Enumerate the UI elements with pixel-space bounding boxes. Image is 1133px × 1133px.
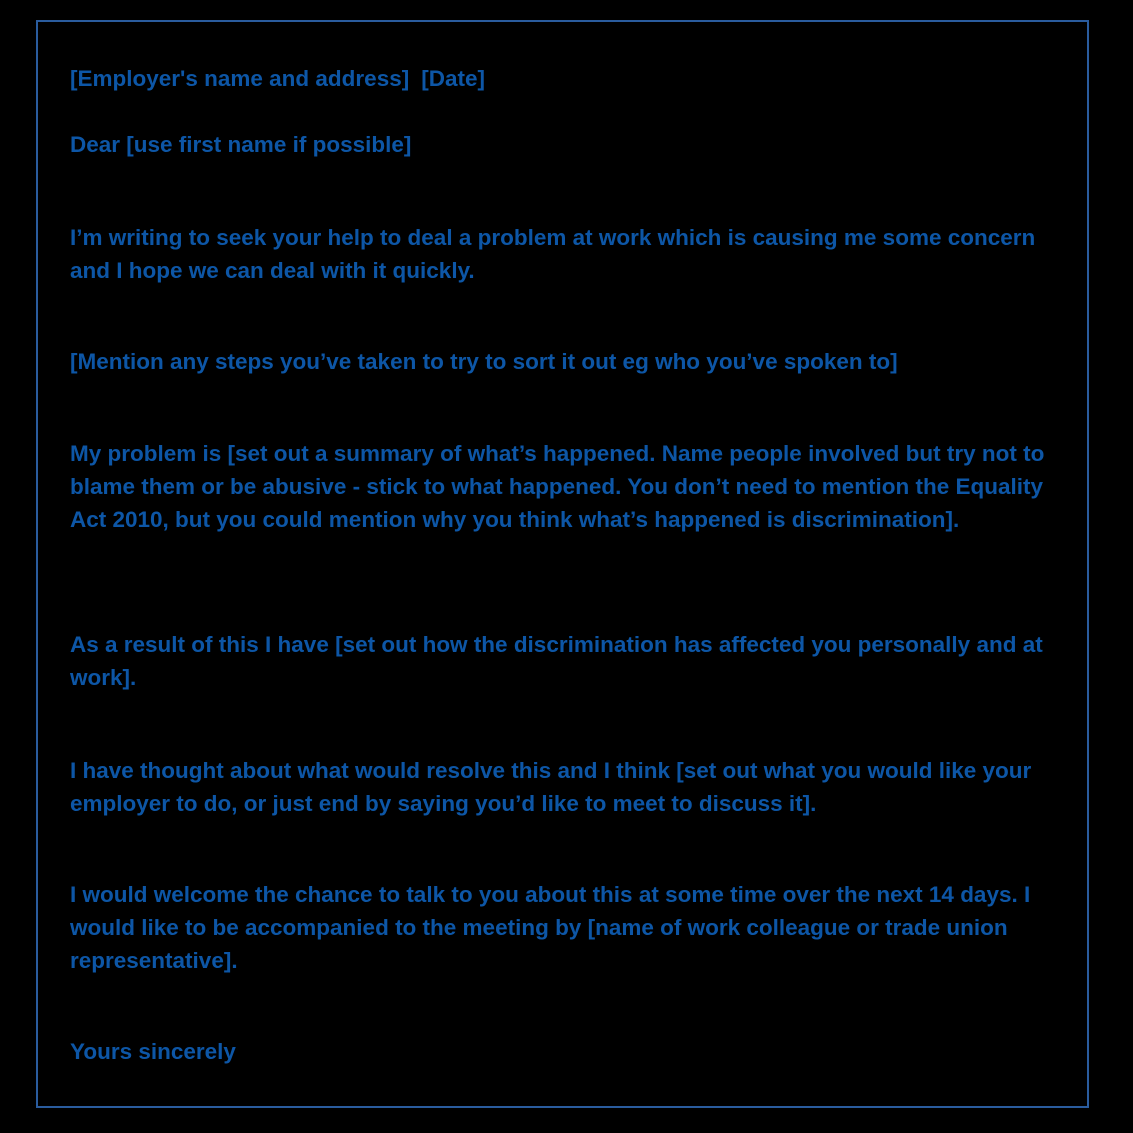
paragraph-steps-taken: [Mention any steps you’ve taken to try to sort it out eg who you’ve spoken to] bbox=[70, 349, 898, 374]
letter-header bbox=[70, 62, 1060, 95]
paragraph-effect: As a result of this I have [set out how the discrimination has affected you personally and at work]. bbox=[70, 632, 1043, 690]
salutation: Dear [use first name if possible] bbox=[70, 132, 412, 157]
date-placeholder: [Date] bbox=[421, 66, 485, 91]
paragraph-meeting-request: I would welcome the chance to talk to you about this at some time over the next 14 days. I would like to be accompanied to the meeting by [name of work colleague or trade union representative]. bbox=[70, 882, 1031, 973]
employer-placeholder: [Employer's name and address] bbox=[70, 66, 410, 91]
paragraph-problem: My problem is [set out a summary of what’s happened. Name people involved but try not to blame them or be abusive - stick to what happened. You don’t need to mention the Equality Act 2010, but you could mention why you think what’s happened is discrimination]. bbox=[70, 441, 1045, 532]
paragraph-intro: I’m writing to seek your help to deal a problem at work which is causing me some concern and I hope we can deal with it quickly. bbox=[70, 225, 1036, 283]
paragraph-resolution: I have thought about what would resolve this and I think [set out what you would like your employer to do, or just end by saying you’d like to meet to discuss it]. bbox=[70, 758, 1032, 816]
closing: Yours sincerely bbox=[70, 1039, 236, 1064]
